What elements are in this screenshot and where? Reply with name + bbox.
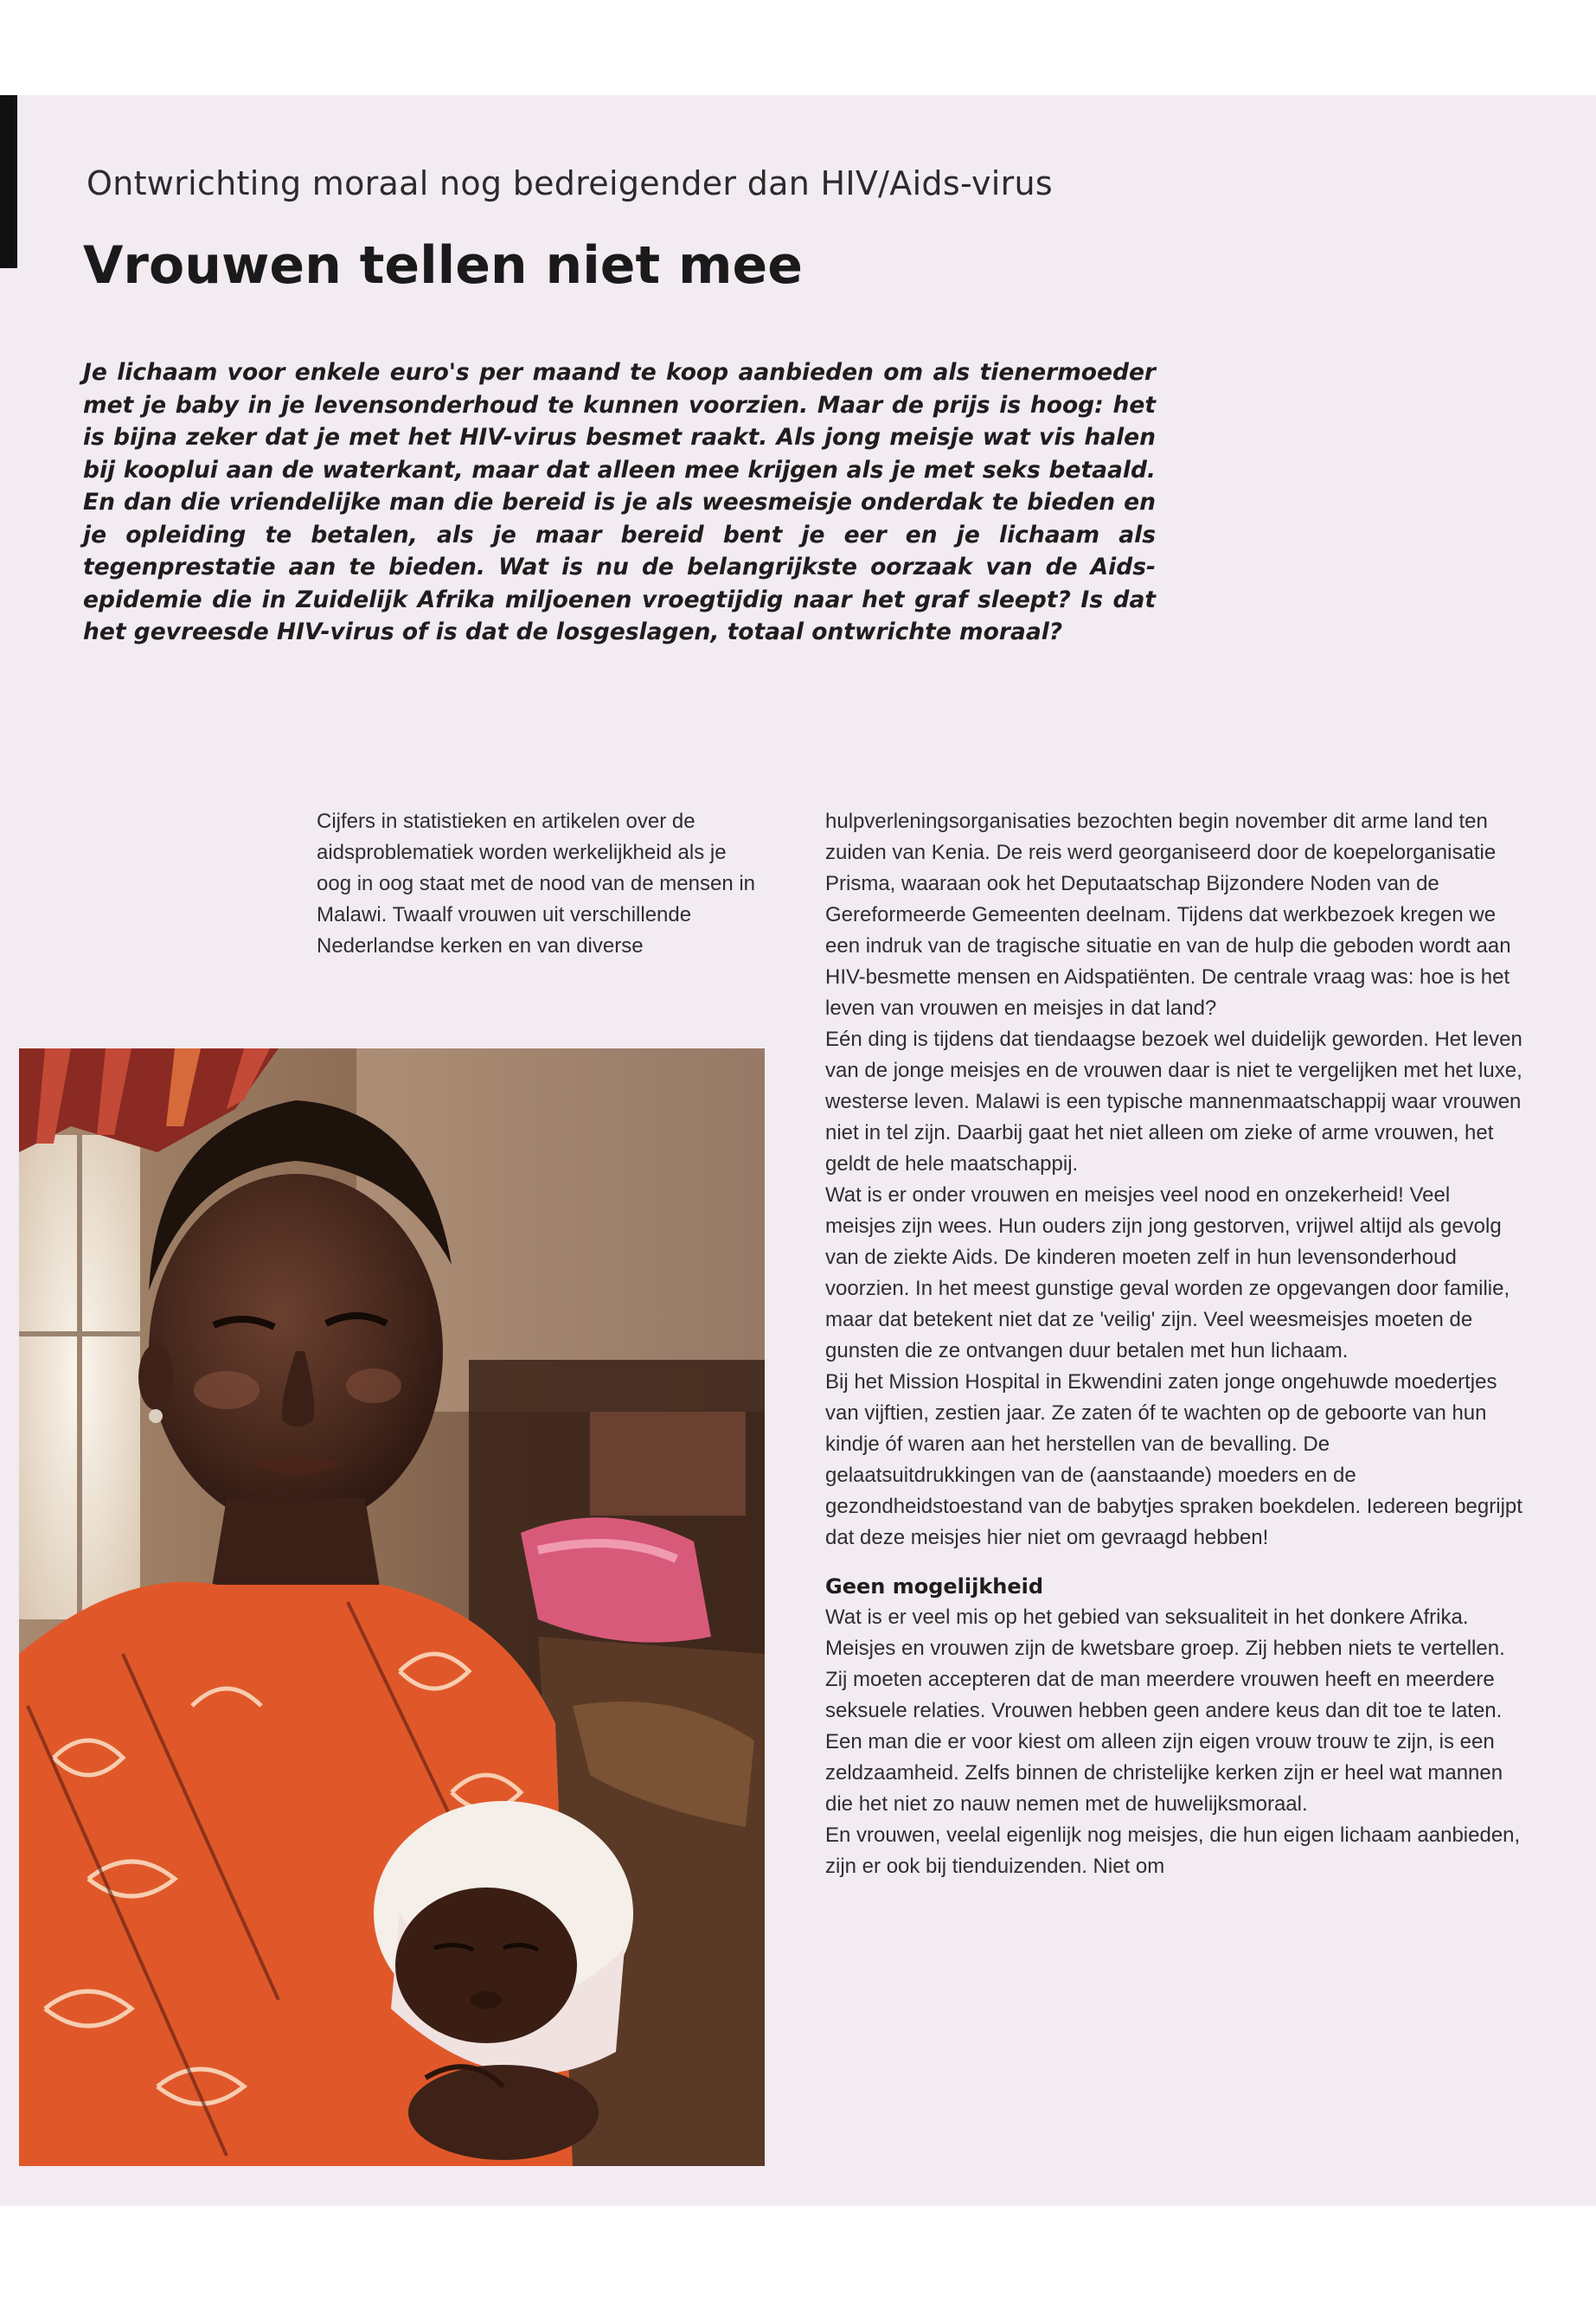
photo-mother-and-baby — [19, 1048, 765, 2166]
section-subheading: Geen mogelijkheid — [825, 1574, 1044, 1599]
body-column-right — [825, 806, 1524, 1882]
article-intro: Je lichaam voor enkele euro's per maand te koop aanbieden om als tienermoeder met je baby in je levensonderhoud te kunnen voorzien. Maar de prijs is hoog: het is bijna zeker dat je met het HIV-virus besmet raakt. Als jong meisje wat vis halen bij kooplui aan de waterkant, maar dat alleen mee krijgen als je met seks betaald. En dan die vriendelijke man die bereid is je als weesmeisje onderdak te bieden en je opleiding te betalen, als je maar bereid bent je eer en je lichaam als tegenprestatie aan te bieden. Wat is nu de belangrijkste oorzaak van de Aids-epidemie die in Zuidelijk Afrika miljoenen vroegtijdig naar het graf sleept? Is dat het gevreesde HIV-virus of is dat de losgeslagen, totaal ontwrichte moraal? — [83, 359, 1156, 645]
page-edge-bar — [0, 95, 17, 268]
body-paragraph: Bij het Mission Hospital in Ekwendini zaten jonge ongehuwde moedertjes van vijftien, zestien jaar. Ze zaten óf te wachten op de geboorte van hun kindje óf waren aan het herstellen van de bevalling. De gelaatsuitdrukkingen van de (aanstaande) moeders en de gezondheidstoestand van de babytjes spraken boekdelen. Iedereen begrijpt dat deze meisjes hier niet om gevraagd hebben! — [825, 1370, 1522, 1549]
body-paragraph: hulpverleningsorganisaties bezochten begin november dit arme land ten zuiden van Kenia. De reis werd georganiseerd door de koepelorganisatie Prisma, waaraan ook het Deputaatschap Bijzondere Noden van de Gereformeerde Gemeenten deelnam. Tijdens dat werkbezoek kregen we een indruk van de tragische situatie en van de hulp die geboden wordt aan HIV-besmette mensen en Aidspatiënten. De centrale vraag was: hoe is het leven van vrouwen en meisjes in dat land? — [825, 810, 1511, 1020]
article-kicker: Ontwrichting moraal nog bedreigender dan HIV/Aids-virus — [87, 164, 1053, 202]
article-headline: Vrouwen tellen niet mee — [83, 235, 803, 296]
body-paragraph: Wat is er onder vrouwen en meisjes veel nood en onzekerheid! Veel meisjes zijn wees. Hun ouders zijn jong gestorven, vrijwel altijd als gevolg van de ziekte Aids. De kinderen moeten zelf in hun levensonderhoud voorzien. In het meest gunstige geval worden ze opgevangen door familie, maar dat betekent niet dat ze 'veilig' zijn. Veel weesmeisjes moeten de gunsten die ze ontvangen duur betalen met hun lichaam. — [825, 1183, 1510, 1362]
body-paragraph: Wat is er veel mis op het gebied van seksualiteit in het donkere Afrika. Meisjes en vrouwen zijn de kwetsbare groep. Zij hebben niets te vertellen. Zij moeten accepteren dat de man meerdere vrouwen heeft en meerdere seksuele relaties. Vrouwen hebben geen andere keus dan dit toe te laten. Een man die er voor kiest om alleen zijn eigen vrouw trouw te zijn, is een zeldzaamheid. Zelfs binnen de christelijke kerken zijn er heel wat mannen die het niet zo nauw nemen met de huwelijksmoraal. — [825, 1606, 1505, 1816]
body-paragraph: Eén ding is tijdens dat tiendaagse bezoek wel duidelijk geworden. Het leven van de jonge meisjes en de vrouwen daar is niet te vergelijken met het luxe, westerse leven. Malawi is een typische mannenmaatschappij waar vrouwen niet in tel zijn. Daarbij gaat het niet alleen om zieke of arme vrouwen, het geldt de hele maatschappij. — [825, 1028, 1522, 1176]
body-paragraph: En vrouwen, veelal eigenlijk nog meisjes, die hun eigen lichaam aanbieden, zijn er ook bij tienduizenden. Niet om — [825, 1823, 1521, 1878]
magazine-page — [0, 95, 1596, 2206]
body-column-left: Cijfers in statistieken en artikelen over de aidsproblematiek worden werkelijkheid als je oog in oog staat met de nood van de mensen in Malawi. Twaalf vrouwen uit verschillende Nederlandse kerken en van diverse — [317, 810, 756, 958]
